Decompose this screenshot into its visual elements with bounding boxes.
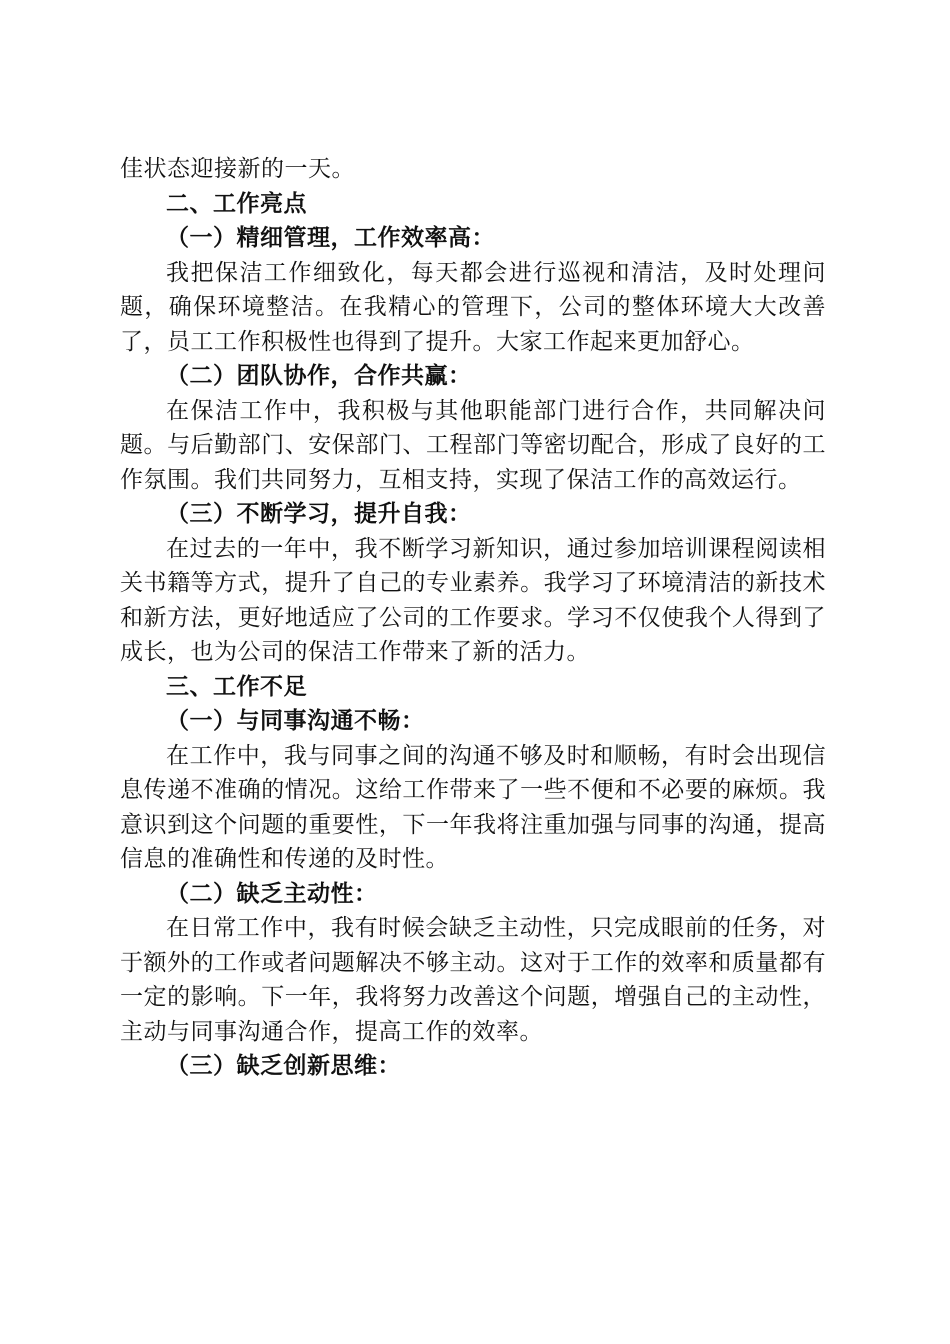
section-heading-shortcomings: 三、工作不足 [166, 673, 307, 700]
subheading-teamwork: （二）团队协作，合作共赢： [166, 362, 472, 389]
subheading-initiative: （二）缺乏主动性： [166, 879, 378, 907]
section-heading-highlights: 二、工作亮点 [166, 190, 307, 217]
paragraph-communication: 在工作中，我与同事之间的沟通不够及时和顺畅，有时会出现信息传递不准确的情况。这给工作带来了一些不便和不必要的麻烦。我意识到这个问题的重要性，下一年我将注重加强与同事的沟通，提高信息的准确性和传递的及时性。 [120, 742, 826, 872]
paragraph-learning: 在过去的一年中，我不断学习新知识，通过参加培训课程阅读相关书籍等方式，提升了自己的专业素养。我学习了环境清洁的新技术和新方法，更好地适应了公司的工作要求。学习不仅使我个人得到了成长，也为公司的保洁工作带来了新的活力。 [120, 535, 826, 665]
subheading-learning: （三）不断学习，提升自我： [166, 500, 472, 527]
subheading-fine-management: （一）精细管理，工作效率高： [166, 224, 495, 251]
document-body [120, 152, 826, 1084]
subheading-innovation: （三）缺乏创新思维： [166, 1052, 401, 1079]
subheading-communication: （一）与同事沟通不畅： [166, 707, 425, 734]
paragraph-teamwork: 在保洁工作中，我积极与其他职能部门进行合作，共同解决问题。与后勤部门、安保部门、工程部门等密切配合，形成了良好的工作氛围。我们共同努力，互相支持，实现了保洁工作的高效运行。 [120, 397, 826, 493]
paragraph-initiative: 在日常工作中，我有时候会缺乏主动性，只完成眼前的任务，对于额外的工作或者问题解决不够主动。这对于工作的效率和质量都有一定的影响。下一年，我将努力改善这个问题，增强自己的主动性，主动与同事沟通合作，提高工作的效率。 [120, 915, 826, 1045]
paragraph-fine-management: 我把保洁工作细致化，每天都会进行巡视和清洁，及时处理问题，确保环境整洁。在我精心的管理下，公司的整体环境大大改善了，员工工作积极性也得到了提升。大家工作起来更加舒心。 [120, 259, 826, 355]
continuation-paragraph: 佳状态迎接新的一天。 [120, 156, 355, 182]
